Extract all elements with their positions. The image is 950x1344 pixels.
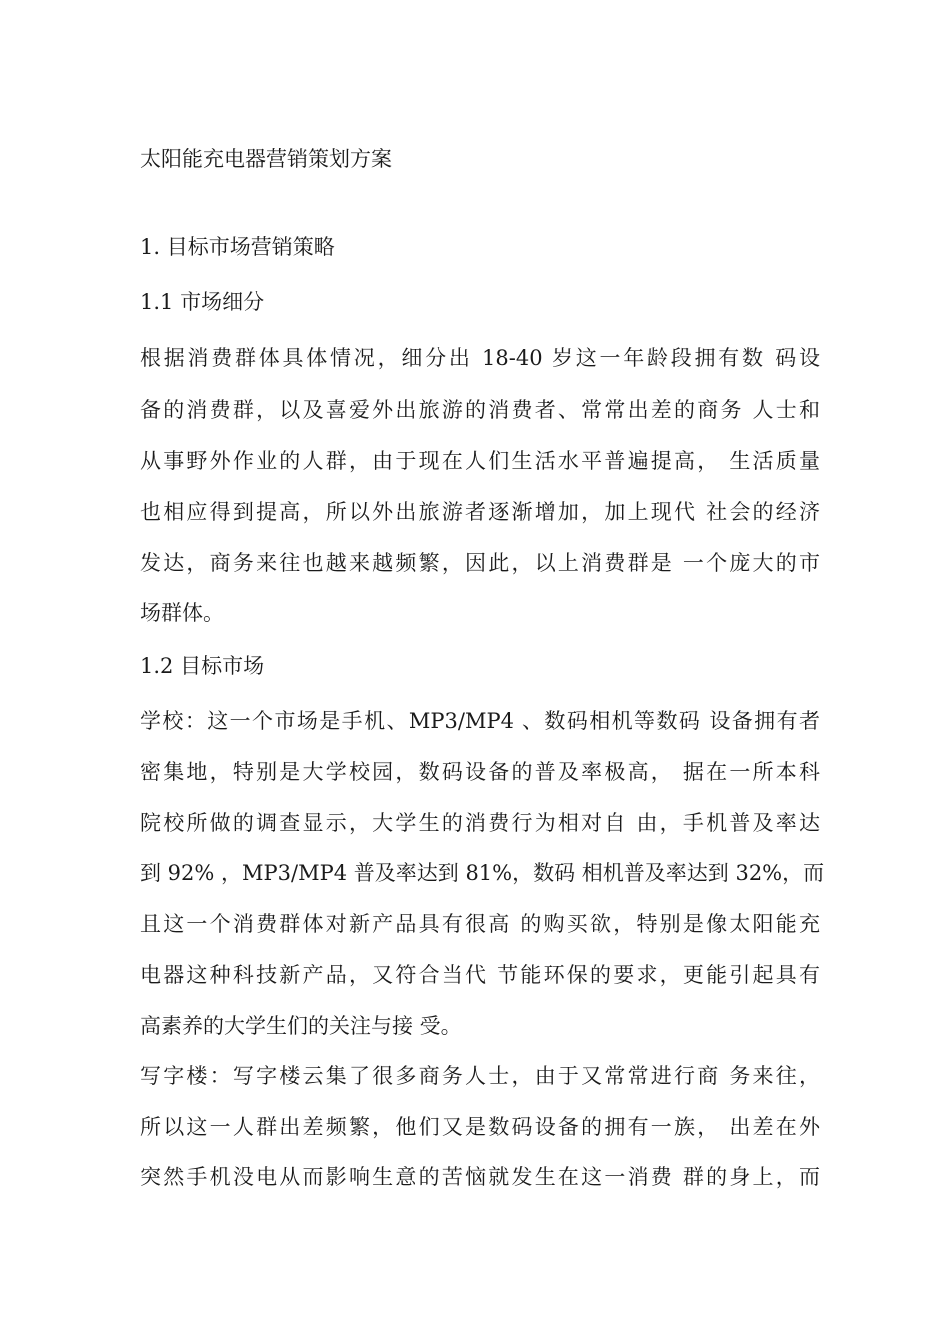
- paragraph-line: 密集地，特别是大学校园，数码设备的普及率极高， 据在一所本科: [140, 760, 820, 784]
- paragraph-line: 备的消费群，以及喜爱外出旅游的消费者、常常出差的商务 人士和: [140, 398, 820, 422]
- paragraph-line: 所以这一人群出差频繁，他们又是数码设备的拥有一族， 出差在外: [140, 1115, 820, 1139]
- paragraph-line: 从事野外作业的人群，由于现在人们生活水平普遍提高， 生活质量: [140, 449, 820, 473]
- paragraph-line: 到 92% ，MP3/MP4 普及率达到 81%，数码 相机普及率达到 32%，而: [140, 861, 825, 885]
- section-heading-1-2: 1.2 目标市场: [140, 654, 265, 678]
- section-heading-1: 1. 目标市场营销策略: [140, 235, 335, 259]
- paragraph-line: 发达，商务来往也越来越频繁，因此，以上消费群是 一个庞大的市: [140, 551, 820, 575]
- paragraph-line: 高素养的大学生们的关注与接 受。: [140, 1014, 462, 1038]
- paragraph-line: 电器这种科技新产品，又符合当代 节能环保的要求，更能引起具有: [140, 963, 820, 987]
- document-title: 太阳能充电器营销策划方案: [140, 147, 392, 171]
- paragraph-line: 也相应得到提高，所以外出旅游者逐渐增加，加上现代 社会的经济: [140, 500, 820, 524]
- paragraph-line: 写字楼：写字楼云集了很多商务人士，由于又常常进行商 务来往，: [140, 1064, 820, 1088]
- paragraph-line: 院校所做的调查显示，大学生的消费行为相对自 由，手机普及率达: [140, 811, 820, 835]
- paragraph-line: 学校：这一个市场是手机、MP3/MP4 、数码相机等数码 设备拥有者: [140, 709, 820, 733]
- paragraph-line: 根据消费群体具体情况，细分出 18-40 岁这一年龄段拥有数 码设: [140, 346, 820, 370]
- paragraph-line: 且这一个消费群体对新产品具有很高 的购买欲，特别是像太阳能充: [140, 912, 820, 936]
- paragraph-line: 突然手机没电从而影响生意的苦恼就发生在这一消费 群的身上，而: [140, 1165, 820, 1189]
- section-heading-1-1: 1.1 市场细分: [140, 290, 265, 314]
- paragraph-line: 场群体。: [140, 601, 224, 625]
